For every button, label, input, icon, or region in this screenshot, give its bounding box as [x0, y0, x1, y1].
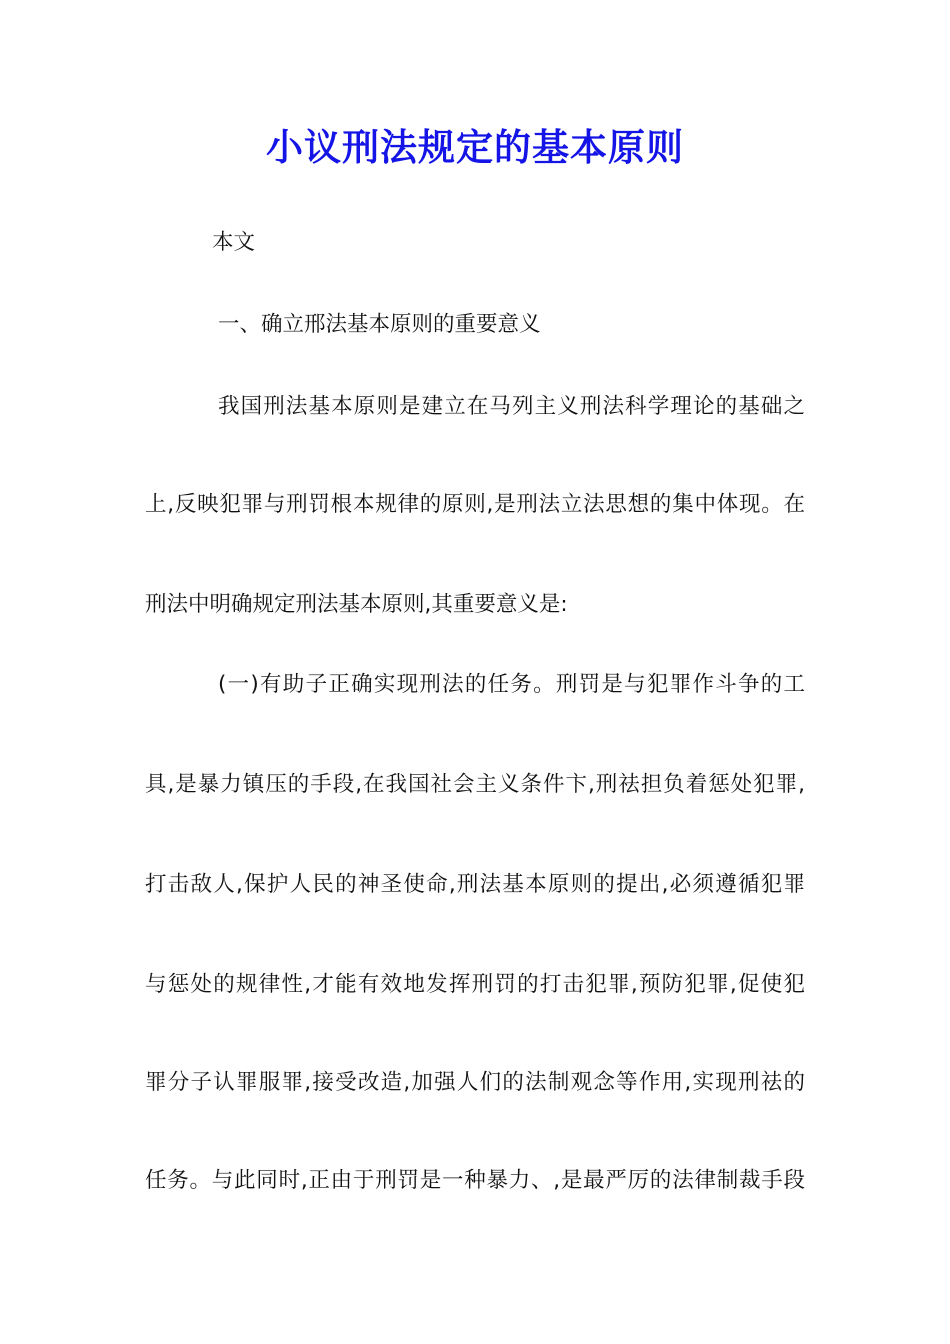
paragraph-line: 打击敌人,保护人民的神圣使命,刑法基本原则的提出,必须遵循犯罪	[145, 872, 805, 897]
document-label: 本文	[212, 230, 256, 255]
paragraph-line: 任务。与此同时,正由于刑罚是一种暴力、,是最严厉的法律制裁手段	[145, 1168, 805, 1193]
document-title: 小议刑法规定的基本原则	[266, 125, 684, 169]
paragraph-line: 刑法中明确规定刑法基本原则,其重要意义是:	[145, 592, 568, 617]
paragraph-line: (一)有助子正确实现刑法的任务。刑罚是与犯罪作斗争的工	[218, 672, 805, 697]
section-heading: 一、确立邢法基本原则的重要意义	[218, 312, 541, 337]
paragraph-line: 我国刑法基本原则是建立在马列主义刑法科学理论的基础之	[218, 394, 805, 419]
paragraph-line: 与惩处的规律性,才能有效地发挥刑罚的打击犯罪,预防犯罪,促使犯	[145, 972, 805, 997]
paragraph-line: 罪分子认罪服罪,接受改造,加强人们的法制观念等作用,实现刑祛的	[145, 1070, 805, 1095]
paragraph-line: 具,是暴力镇压的手段,在我国社会主义条件卞,刑祛担负着惩处犯罪,	[145, 772, 805, 797]
paragraph-line: 上,反映犯罪与刑罚根本规律的原则,是刑法立法思想的集中体现。在	[145, 492, 805, 517]
